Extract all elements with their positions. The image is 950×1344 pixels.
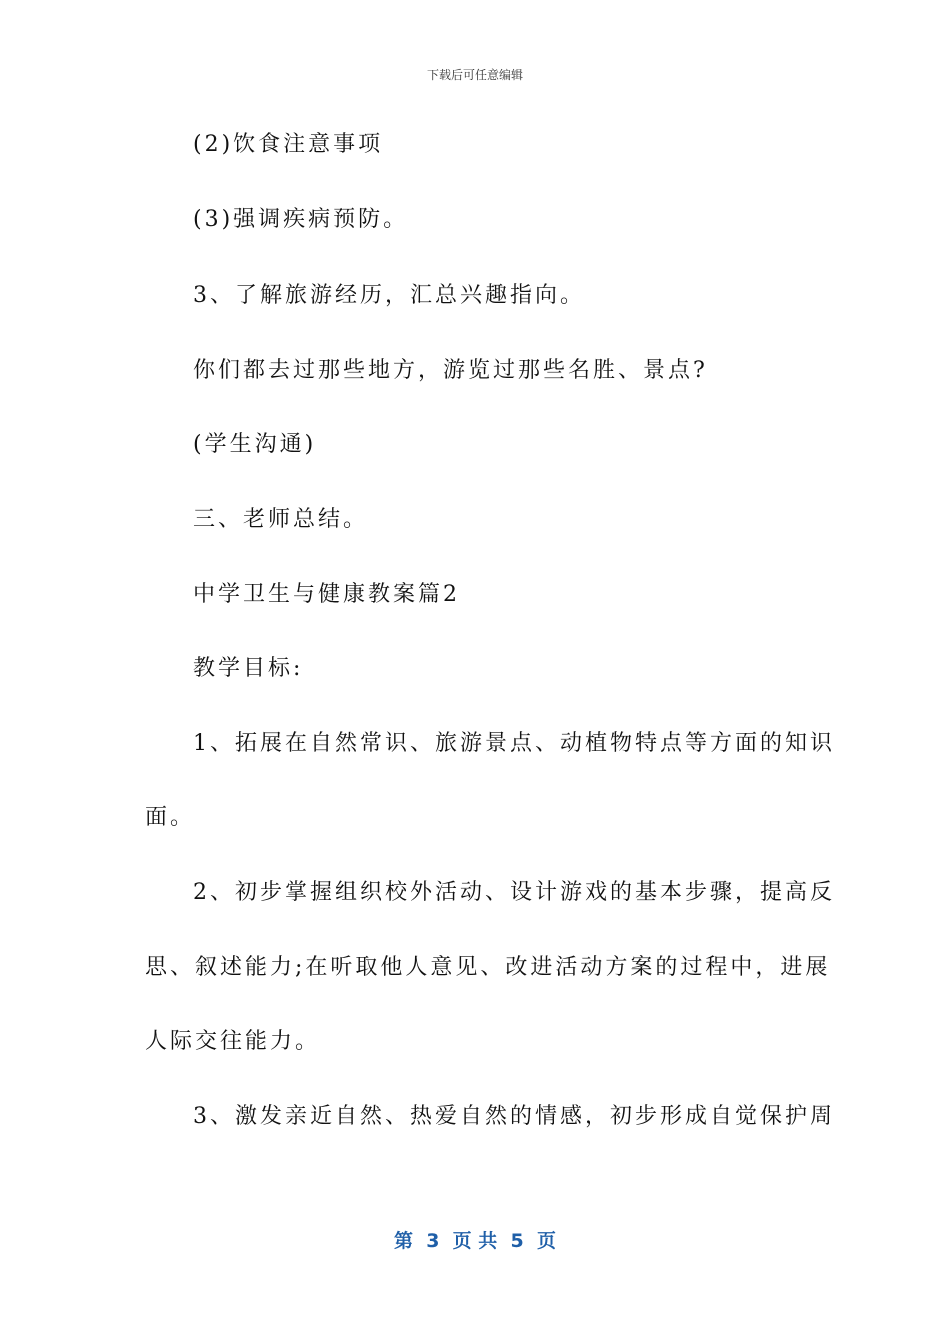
page-header-note: 下载后可任意编辑 — [426, 68, 523, 82]
paragraph-line: (学生沟通) — [193, 432, 317, 457]
paragraph-line: 面。 — [145, 805, 196, 830]
paragraph-line: (3)强调疾病预防。 — [193, 207, 409, 232]
paragraph-line: 1、拓展在自然常识、旅游景点、动植物特点等方面的知识 — [193, 731, 835, 756]
paragraph-line: 3、了解旅游经历，汇总兴趣指向。 — [193, 283, 585, 308]
paragraph-line: 思、叙述能力;在听取他人意见、改进活动方案的过程中，进展 — [145, 955, 831, 980]
paragraph-line: 人际交往能力。 — [145, 1029, 321, 1054]
section-heading: 中学卫生与健康教案篇2 — [193, 582, 460, 607]
paragraph-line: 三、老师总结。 — [193, 507, 369, 532]
page-number-footer: 第 3 页 共 5 页 — [394, 1230, 556, 1252]
paragraph-line: 3、激发亲近自然、热爱自然的情感，初步形成自觉保护周 — [193, 1104, 835, 1129]
paragraph-line: (2)饮食注意事项 — [193, 132, 384, 157]
paragraph-line: 你们都去过那些地方，游览过那些名胜、景点? — [193, 358, 708, 383]
paragraph-line: 2、初步掌握组织校外活动、设计游戏的基本步骤，提高反 — [193, 880, 835, 905]
paragraph-line: 教学目标: — [193, 656, 304, 681]
